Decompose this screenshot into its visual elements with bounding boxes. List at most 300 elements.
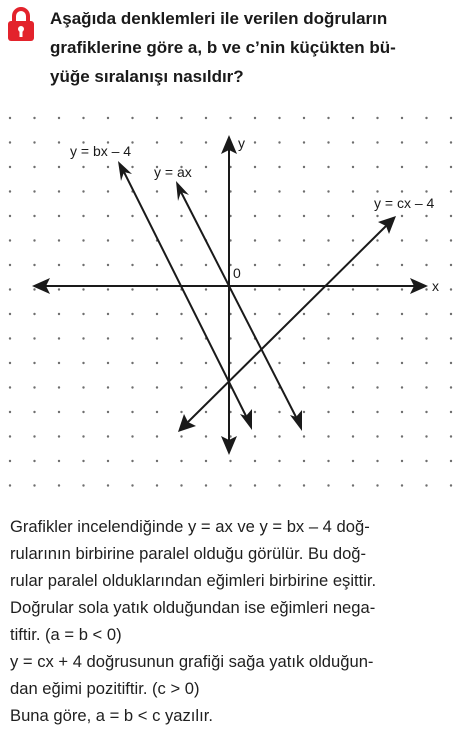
grid-dot xyxy=(82,386,84,388)
grid-dot xyxy=(107,484,109,486)
grid-dot xyxy=(254,386,256,388)
grid-dot xyxy=(401,264,403,266)
grid-dot xyxy=(278,264,280,266)
grid-dot xyxy=(156,435,158,437)
grid-dot xyxy=(131,337,133,339)
solution-line: Grafikler incelendiğinde y = ax ve y = bx – 4 doğ- xyxy=(10,517,370,536)
grid-dot xyxy=(278,190,280,192)
grid-dot xyxy=(156,362,158,364)
line-ax-label: y = ax xyxy=(154,164,192,180)
grid-dot xyxy=(9,288,11,290)
grid-dot xyxy=(303,288,305,290)
grid-dot xyxy=(303,264,305,266)
grid-dot xyxy=(107,264,109,266)
grid-dot xyxy=(401,117,403,119)
grid-dot xyxy=(425,239,427,241)
grid-dot xyxy=(205,460,207,462)
grid-dot xyxy=(58,313,60,315)
grid-dot xyxy=(82,190,84,192)
grid-dot xyxy=(107,313,109,315)
grid-dot xyxy=(376,141,378,143)
solution-line: dan eğimi pozitiftir. (c > 0) xyxy=(10,679,200,698)
grid-dot xyxy=(376,215,378,217)
grid-dot xyxy=(33,435,35,437)
grid-dot xyxy=(376,362,378,364)
grid-dot xyxy=(303,435,305,437)
solution-line: rularının birbirine paralel olduğu görülür. Bu doğ- xyxy=(10,544,367,563)
grid-dot xyxy=(205,435,207,437)
grid-dot xyxy=(9,141,11,143)
grid-dot xyxy=(254,215,256,217)
grid-dot xyxy=(229,460,231,462)
grid-dot xyxy=(376,166,378,168)
grid-dot xyxy=(33,411,35,413)
grid-dot xyxy=(327,313,329,315)
grid-dot xyxy=(327,264,329,266)
grid-dot xyxy=(352,460,354,462)
grid-dot xyxy=(376,117,378,119)
grid-dot xyxy=(450,386,452,388)
line-ax-arrow-bottom xyxy=(290,410,302,431)
grid-dot xyxy=(82,288,84,290)
grid-dot xyxy=(82,411,84,413)
grid-dot xyxy=(327,460,329,462)
grid-dot xyxy=(180,264,182,266)
grid-dot xyxy=(254,460,256,462)
grid-dot xyxy=(376,484,378,486)
grid-dot xyxy=(303,117,305,119)
grid-dot xyxy=(9,190,11,192)
grid-dot xyxy=(33,313,35,315)
grid-dot xyxy=(254,264,256,266)
grid-dot xyxy=(327,117,329,119)
grid-dot xyxy=(156,141,158,143)
grid-dot xyxy=(327,239,329,241)
grid-dot xyxy=(352,435,354,437)
grid-dot xyxy=(376,313,378,315)
grid-dot xyxy=(425,362,427,364)
grid-dot xyxy=(205,215,207,217)
grid-dot xyxy=(107,239,109,241)
grid-dot xyxy=(278,166,280,168)
grid-dot xyxy=(352,411,354,413)
grid-dot xyxy=(376,386,378,388)
grid-dot xyxy=(352,313,354,315)
grid-dot xyxy=(107,215,109,217)
grid-dot xyxy=(9,337,11,339)
grid-dot xyxy=(107,435,109,437)
grid-dot xyxy=(450,166,452,168)
solution-line: Doğrular sola yatık olduğundan ise eğimleri nega- xyxy=(10,598,376,617)
grid-dot xyxy=(107,117,109,119)
grid-dot xyxy=(303,141,305,143)
grid-dot xyxy=(278,411,280,413)
grid-dot xyxy=(327,215,329,217)
grid-dot xyxy=(107,411,109,413)
grid-dot xyxy=(376,288,378,290)
grid-dot xyxy=(352,215,354,217)
dot-grid xyxy=(9,117,452,487)
grid-dot xyxy=(9,239,11,241)
grid-dot xyxy=(425,386,427,388)
grid-dot xyxy=(156,190,158,192)
grid-dot xyxy=(376,264,378,266)
grid-dot xyxy=(303,362,305,364)
grid-dot xyxy=(254,166,256,168)
grid-dot xyxy=(82,435,84,437)
line-cx-minus-4 xyxy=(188,226,386,422)
grid-dot xyxy=(450,264,452,266)
grid-dot xyxy=(131,141,133,143)
grid-dot xyxy=(180,239,182,241)
grid-dot xyxy=(180,141,182,143)
grid-dot xyxy=(131,460,133,462)
grid-dot xyxy=(33,141,35,143)
grid-dot xyxy=(303,313,305,315)
grid-dot xyxy=(254,362,256,364)
grid-dot xyxy=(82,166,84,168)
grid-dot xyxy=(58,141,60,143)
grid-dot xyxy=(58,288,60,290)
grid-dot xyxy=(58,460,60,462)
grid-dot xyxy=(33,460,35,462)
solution-line: y = cx + 4 doğrusunun grafiği sağa yatık olduğun- xyxy=(10,652,374,671)
grid-dot xyxy=(156,460,158,462)
grid-dot xyxy=(401,460,403,462)
y-axis-label: y xyxy=(238,135,245,151)
grid-dot xyxy=(376,460,378,462)
grid-dot xyxy=(82,215,84,217)
grid-dot xyxy=(376,239,378,241)
grid-dot xyxy=(107,386,109,388)
grid-dot xyxy=(327,362,329,364)
grid-dot xyxy=(131,362,133,364)
grid-dot xyxy=(33,239,35,241)
grid-dot xyxy=(450,190,452,192)
grid-dot xyxy=(180,386,182,388)
grid-dot xyxy=(131,264,133,266)
grid-dot xyxy=(450,362,452,364)
grid-dot xyxy=(352,190,354,192)
question-block xyxy=(0,0,470,100)
grid-dot xyxy=(303,166,305,168)
grid-dot xyxy=(425,411,427,413)
grid-dot xyxy=(9,264,11,266)
solution-paragraph-1 xyxy=(10,513,460,648)
grid-dot xyxy=(82,484,84,486)
grid-dot xyxy=(33,386,35,388)
grid-dot xyxy=(107,288,109,290)
grid-dot xyxy=(156,288,158,290)
grid-dot xyxy=(107,460,109,462)
grid-dot xyxy=(425,166,427,168)
grid-dot xyxy=(156,337,158,339)
grid-dot xyxy=(278,435,280,437)
grid-dot xyxy=(352,288,354,290)
grid-dot xyxy=(205,117,207,119)
line-ax-arrow-top xyxy=(176,181,189,201)
question-line: grafiklerine göre a, b ve c’nin küçükten bü- xyxy=(50,38,396,57)
grid-dot xyxy=(205,386,207,388)
grid-dot xyxy=(156,313,158,315)
grid-dot xyxy=(352,337,354,339)
grid-dot xyxy=(278,288,280,290)
grid-dot xyxy=(156,117,158,119)
grid-dot xyxy=(401,313,403,315)
grid-dot xyxy=(180,411,182,413)
grid-dot xyxy=(327,337,329,339)
grid-dot xyxy=(82,264,84,266)
grid-dot xyxy=(180,460,182,462)
grid-dot xyxy=(180,337,182,339)
grid-dot xyxy=(352,166,354,168)
grid-dot xyxy=(82,117,84,119)
grid-dot xyxy=(401,239,403,241)
grid-dot xyxy=(107,166,109,168)
grid-dot xyxy=(131,215,133,217)
grid-dot xyxy=(131,386,133,388)
grid-dot xyxy=(107,337,109,339)
grid-dot xyxy=(278,313,280,315)
grid-dot xyxy=(205,264,207,266)
grid-dot xyxy=(33,117,35,119)
grid-dot xyxy=(180,362,182,364)
grid-dot xyxy=(303,215,305,217)
grid-dot xyxy=(58,215,60,217)
grid-dot xyxy=(131,435,133,437)
grid-dot xyxy=(401,362,403,364)
grid-dot xyxy=(303,337,305,339)
grid-dot xyxy=(33,264,35,266)
grid-dot xyxy=(450,337,452,339)
grid-dot xyxy=(180,313,182,315)
solution-paragraph-2 xyxy=(10,648,460,702)
grid-dot xyxy=(425,117,427,119)
grid-dot xyxy=(33,484,35,486)
grid-dot xyxy=(352,239,354,241)
grid-dot xyxy=(254,117,256,119)
graph-canvas xyxy=(0,110,470,500)
grid-dot xyxy=(58,166,60,168)
grid-dot xyxy=(156,411,158,413)
grid-dot xyxy=(58,362,60,364)
grid-dot xyxy=(327,484,329,486)
grid-dot xyxy=(376,337,378,339)
grid-dot xyxy=(327,435,329,437)
grid-dot xyxy=(58,264,60,266)
grid-dot xyxy=(425,141,427,143)
grid-dot xyxy=(303,460,305,462)
grid-dot xyxy=(33,362,35,364)
grid-dot xyxy=(401,190,403,192)
grid-dot xyxy=(82,460,84,462)
grid-dot xyxy=(229,117,231,119)
grid-dot xyxy=(33,166,35,168)
grid-dot xyxy=(58,386,60,388)
grid-dot xyxy=(450,288,452,290)
grid-dot xyxy=(425,288,427,290)
grid-dot xyxy=(401,215,403,217)
grid-dot xyxy=(352,117,354,119)
grid-dot xyxy=(33,215,35,217)
grid-dot xyxy=(131,484,133,486)
grid-dot xyxy=(303,239,305,241)
grid-dot xyxy=(450,239,452,241)
grid-dot xyxy=(180,215,182,217)
grid-dot xyxy=(376,190,378,192)
grid-dot xyxy=(450,141,452,143)
line-cx-label: y = cx – 4 xyxy=(374,195,435,211)
grid-dot xyxy=(180,117,182,119)
grid-dot xyxy=(303,411,305,413)
grid-dot xyxy=(278,239,280,241)
grid-dot xyxy=(425,313,427,315)
grid-dot xyxy=(327,166,329,168)
grid-dot xyxy=(401,386,403,388)
grid-dot xyxy=(401,435,403,437)
grid-dot xyxy=(107,190,109,192)
grid-dot xyxy=(9,313,11,315)
grid-dot xyxy=(58,484,60,486)
grid-dot xyxy=(205,411,207,413)
grid-dot xyxy=(425,215,427,217)
grid-dot xyxy=(425,460,427,462)
grid-dot xyxy=(450,117,452,119)
question-text xyxy=(50,4,460,91)
grid-dot xyxy=(156,215,158,217)
line-ax xyxy=(181,192,296,417)
grid-dot xyxy=(303,190,305,192)
grid-dot xyxy=(180,435,182,437)
grid-dot xyxy=(327,288,329,290)
grid-dot xyxy=(278,117,280,119)
grid-dot xyxy=(205,313,207,315)
grid-dot xyxy=(278,141,280,143)
grid-dot xyxy=(82,239,84,241)
grid-dot xyxy=(9,386,11,388)
grid-dot xyxy=(9,435,11,437)
grid-dot xyxy=(254,288,256,290)
grid-dot xyxy=(352,484,354,486)
grid-dot xyxy=(401,484,403,486)
origin-label: 0 xyxy=(233,265,241,281)
grid-dot xyxy=(278,337,280,339)
grid-dot xyxy=(205,288,207,290)
solution-conclusion: Buna göre, a = b < c yazılır. xyxy=(10,706,213,725)
grid-dot xyxy=(278,362,280,364)
grid-dot xyxy=(205,190,207,192)
grid-dot xyxy=(82,337,84,339)
grid-dot xyxy=(352,141,354,143)
grid-dot xyxy=(156,484,158,486)
grid-dot xyxy=(131,411,133,413)
solution-text xyxy=(10,513,460,729)
grid-dot xyxy=(303,484,305,486)
grid-dot xyxy=(9,117,11,119)
x-axis-label: x xyxy=(432,278,439,294)
grid-dot xyxy=(376,435,378,437)
grid-dot xyxy=(401,166,403,168)
grid-dot xyxy=(205,484,207,486)
grid-dot xyxy=(156,264,158,266)
grid-dot xyxy=(131,313,133,315)
grid-dot xyxy=(401,411,403,413)
grid-dot xyxy=(205,166,207,168)
grid-dot xyxy=(254,484,256,486)
grid-dot xyxy=(9,484,11,486)
solution-line: tiftir. (a = b < 0) xyxy=(10,625,122,644)
grid-dot xyxy=(9,362,11,364)
grid-dot xyxy=(131,166,133,168)
grid-dot xyxy=(82,362,84,364)
grid-dot xyxy=(33,190,35,192)
grid-dot xyxy=(327,190,329,192)
grid-dot xyxy=(9,215,11,217)
grid-dot xyxy=(303,386,305,388)
lock-icon xyxy=(6,6,36,42)
grid-dot xyxy=(352,264,354,266)
grid-dot xyxy=(278,215,280,217)
line-bx-label: y = bx – 4 xyxy=(70,143,132,159)
grid-dot xyxy=(327,141,329,143)
grid-dot xyxy=(82,313,84,315)
grid-dot xyxy=(254,141,256,143)
grid-dot xyxy=(156,386,158,388)
grid-dot xyxy=(425,484,427,486)
grid-dot xyxy=(254,313,256,315)
grid-dot xyxy=(205,141,207,143)
grid-dot xyxy=(131,117,133,119)
grid-dot xyxy=(131,288,133,290)
line-bx-arrow-bottom xyxy=(240,409,252,430)
grid-dot xyxy=(205,362,207,364)
coordinate-graph xyxy=(0,110,470,500)
grid-dot xyxy=(425,264,427,266)
grid-dot xyxy=(401,288,403,290)
grid-dot xyxy=(254,190,256,192)
grid-dot xyxy=(180,484,182,486)
grid-dot xyxy=(327,386,329,388)
grid-dot xyxy=(352,386,354,388)
grid-dot xyxy=(450,411,452,413)
grid-dot xyxy=(401,337,403,339)
grid-dot xyxy=(33,337,35,339)
grid-dot xyxy=(58,337,60,339)
grid-dot xyxy=(425,435,427,437)
grid-dot xyxy=(254,411,256,413)
grid-dot xyxy=(450,435,452,437)
question-line: Aşağıda denklemleri ile verilen doğruların xyxy=(50,9,388,28)
line-bx-minus-4 xyxy=(124,172,246,416)
grid-dot xyxy=(278,484,280,486)
grid-dot xyxy=(401,141,403,143)
grid-dot xyxy=(58,239,60,241)
grid-dot xyxy=(9,411,11,413)
grid-dot xyxy=(58,435,60,437)
grid-dot xyxy=(9,460,11,462)
grid-dot xyxy=(107,362,109,364)
grid-dot xyxy=(58,117,60,119)
grid-dot xyxy=(450,484,452,486)
grid-dot xyxy=(376,411,378,413)
grid-dot xyxy=(229,484,231,486)
grid-dot xyxy=(254,239,256,241)
question-line: yüğe sıralanışı nasıldır? xyxy=(50,67,244,86)
grid-dot xyxy=(425,337,427,339)
grid-dot xyxy=(58,411,60,413)
grid-dot xyxy=(33,288,35,290)
grid-dot xyxy=(450,215,452,217)
